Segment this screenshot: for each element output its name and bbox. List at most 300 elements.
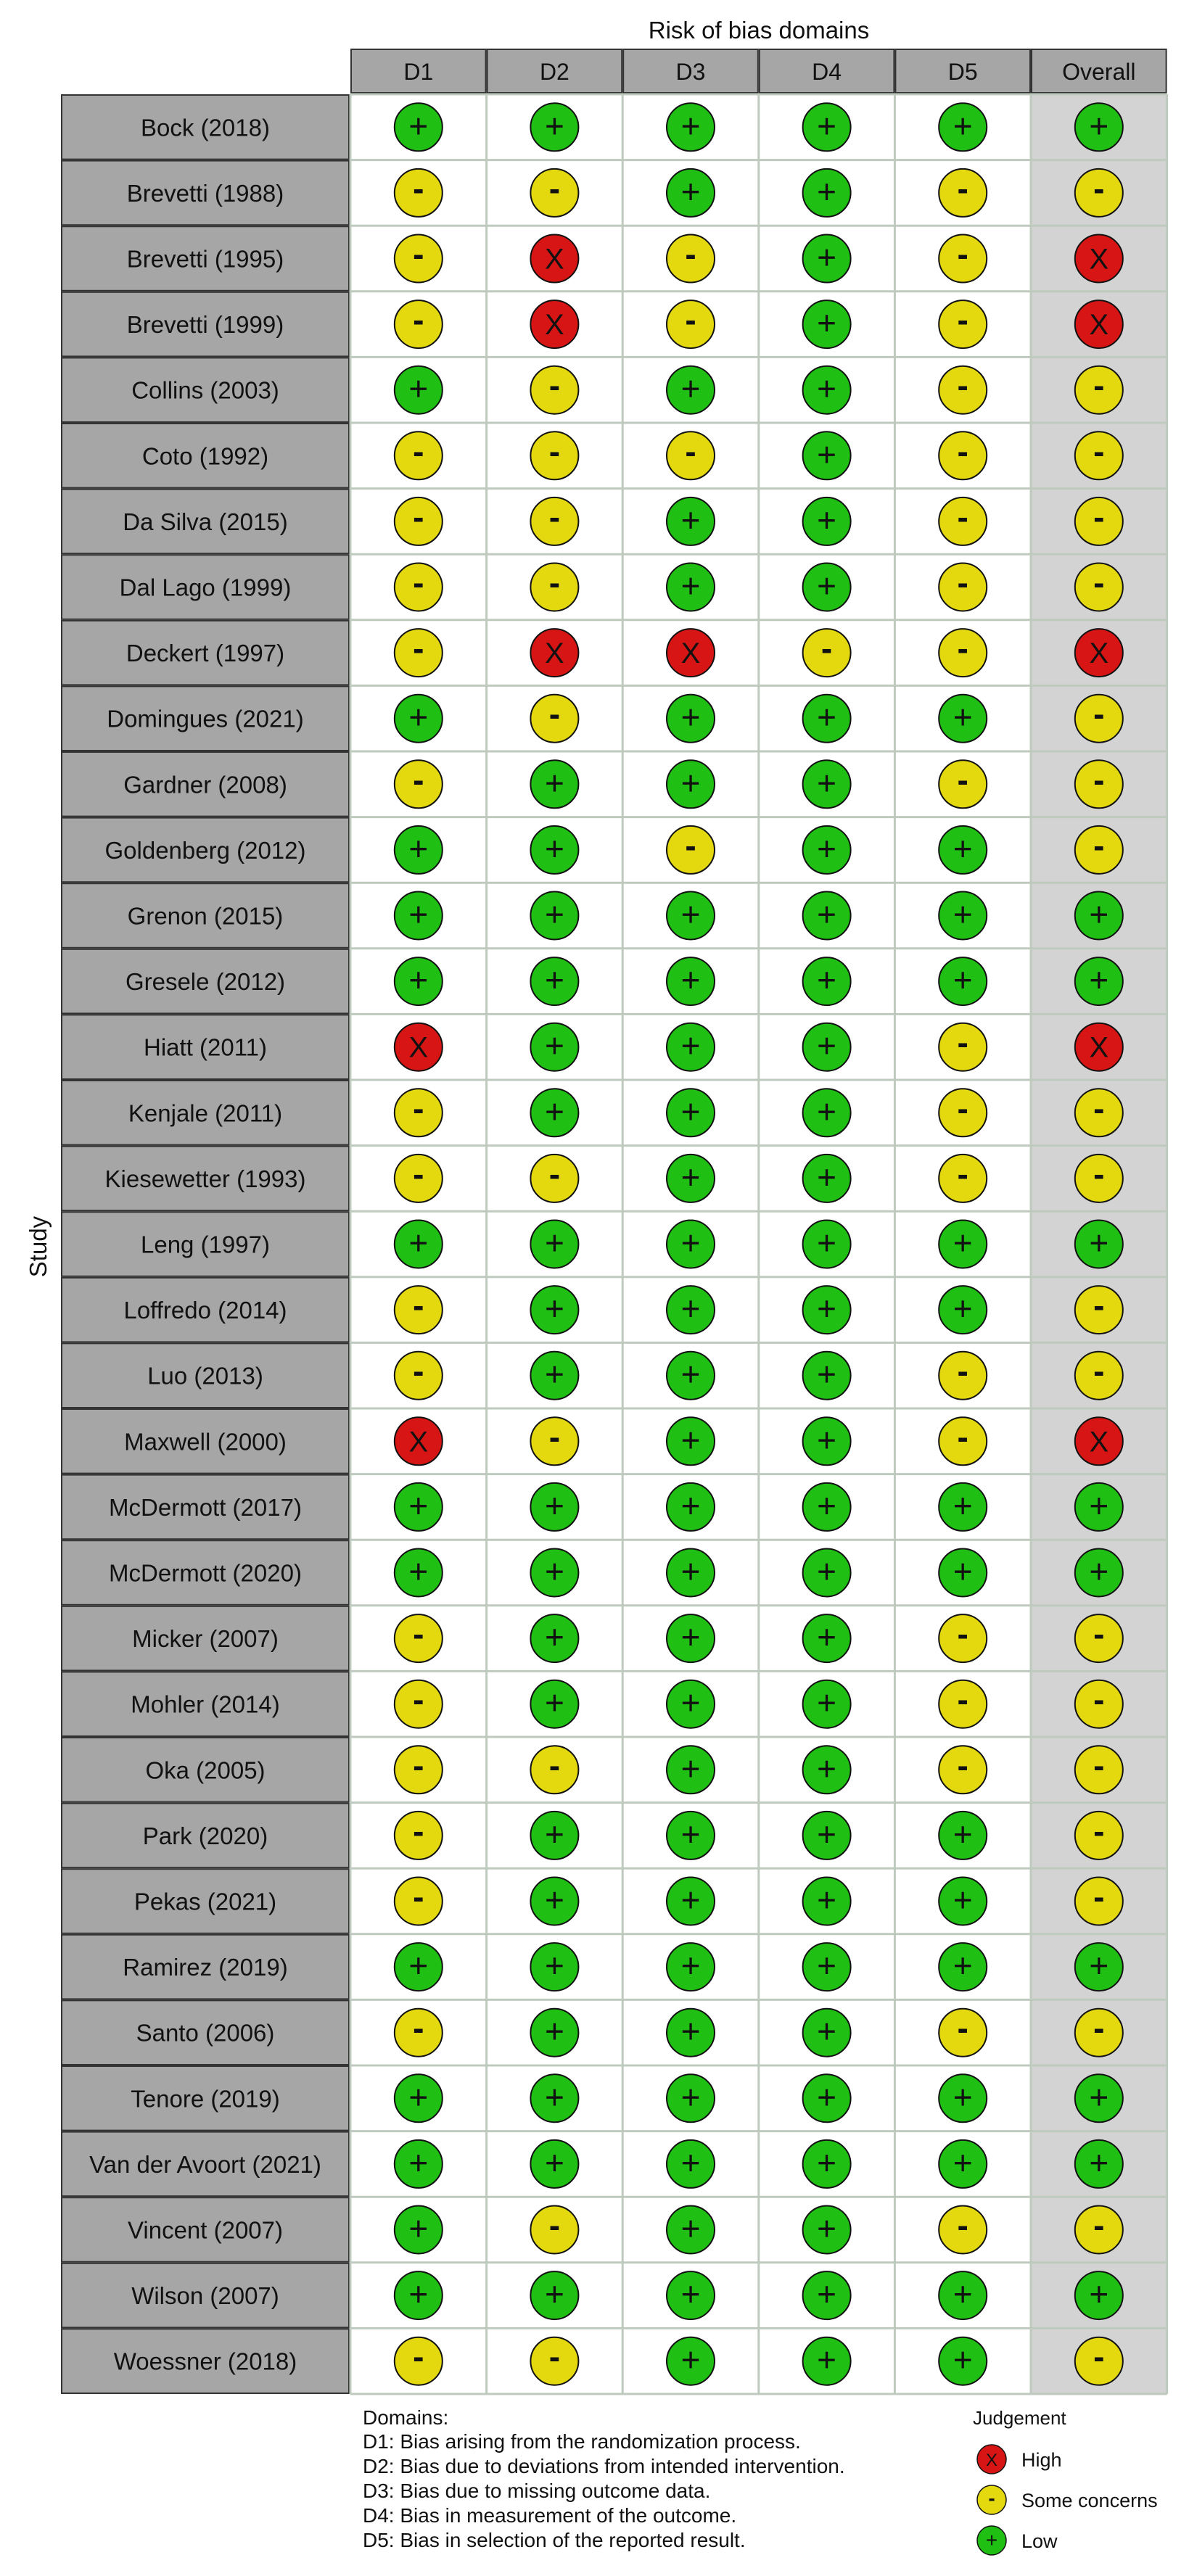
table-row <box>62 2000 1123 2065</box>
judgement-symbol: + <box>1089 2143 1109 2181</box>
judgement-symbol: + <box>680 1618 701 1656</box>
table-row <box>62 2263 1123 2328</box>
judgement-symbol: + <box>680 961 701 999</box>
judgement-symbol: + <box>817 2143 837 2181</box>
judgement-symbol: + <box>544 107 564 145</box>
judgement-symbol: - <box>1093 1089 1105 1128</box>
judgement-symbol: + <box>680 1881 701 1919</box>
judgement-symbol: - <box>957 629 968 668</box>
judgement-symbol: + <box>544 2275 564 2313</box>
legend-symbol: X <box>985 2451 998 2470</box>
judgement-symbol: + <box>544 1092 564 1131</box>
judgement-symbol: + <box>408 829 429 867</box>
judgement-symbol: + <box>1089 895 1109 933</box>
judgement-symbol: + <box>817 435 837 474</box>
judgement-symbol: + <box>817 961 837 999</box>
judgement-symbol: + <box>544 1947 564 1985</box>
study-label: Collins (2003) <box>131 376 279 404</box>
table-row <box>62 1540 1123 1605</box>
table-row <box>62 818 1123 883</box>
judgement-symbol: - <box>413 432 424 471</box>
judgement-symbol: + <box>817 1881 837 1919</box>
judgement-symbol: + <box>817 2340 837 2379</box>
study-label: Dal Lago (1999) <box>119 574 292 601</box>
judgement-symbol: + <box>817 764 837 802</box>
judgement-symbol: + <box>544 829 564 867</box>
judgement-symbol: - <box>548 366 561 405</box>
legend-label: Low <box>1021 2530 1058 2552</box>
judgement-symbol: X <box>545 637 564 670</box>
judgement-symbol: - <box>957 366 968 405</box>
judgement-symbol: - <box>957 432 968 471</box>
judgement-symbol: + <box>817 172 837 210</box>
judgement-symbol: X <box>545 309 564 342</box>
judgement-symbol: + <box>817 1092 837 1131</box>
judgement-symbol: + <box>953 1486 973 1524</box>
study-label: McDermott (2020) <box>109 1559 302 1587</box>
judgement-symbol: + <box>817 698 837 736</box>
table-row <box>62 949 1123 1014</box>
table-row <box>62 686 1123 751</box>
judgement-symbol: + <box>680 369 701 408</box>
judgement-symbol: + <box>817 238 837 276</box>
judgement-symbol: + <box>1089 107 1109 145</box>
study-label: Leng (1997) <box>141 1231 270 1258</box>
judgement-symbol: + <box>680 1421 701 1459</box>
judgement-symbol: X <box>408 1031 429 1064</box>
judgement-symbol: + <box>953 1552 973 1590</box>
judgement-symbol: - <box>413 1155 424 1193</box>
judgement-symbol: - <box>548 564 561 602</box>
judgement-symbol: + <box>680 1092 701 1131</box>
judgement-symbol: - <box>413 1287 424 1325</box>
judgement-symbol: - <box>413 169 424 207</box>
judgement-symbol: + <box>817 1157 837 1196</box>
domain-header-label: D1 <box>403 59 434 85</box>
judgement-symbol: - <box>957 1023 968 1062</box>
table-row <box>62 1804 1123 1868</box>
study-label: Brevetti (1988) <box>126 179 284 207</box>
table-row <box>62 2197 1123 2262</box>
table-row <box>62 226 1123 291</box>
table-row <box>62 161 1123 226</box>
judgement-symbol: - <box>413 301 424 339</box>
judgement-symbol: + <box>408 2275 429 2313</box>
judgement-symbol: + <box>680 1157 701 1196</box>
judgement-symbol: + <box>1089 961 1109 999</box>
judgement-symbol: + <box>544 895 564 933</box>
judgement-symbol: X <box>1089 637 1109 670</box>
judgement-symbol: - <box>413 1089 424 1128</box>
judgement-symbol: - <box>413 1812 424 1850</box>
judgement-symbol: - <box>1093 1155 1105 1193</box>
judgement-symbol: + <box>544 1289 564 1328</box>
judgement-symbol: + <box>817 2078 837 2116</box>
judgement-symbol: + <box>408 1223 429 1262</box>
judgement-symbol: + <box>680 2209 701 2247</box>
judgement-symbol: + <box>953 895 973 933</box>
domain-header-label: D3 <box>675 59 706 85</box>
judgement-symbol: + <box>953 1289 973 1328</box>
judgement-symbol: + <box>680 1815 701 1853</box>
domains-legend-item: D2: Bias due to deviations from intended intervention. <box>363 2455 845 2477</box>
judgement-symbol: - <box>957 169 968 207</box>
judgement-symbol: + <box>817 1749 837 1788</box>
judgement-symbol: + <box>408 2209 429 2247</box>
judgement-symbol: + <box>680 2275 701 2313</box>
study-label: Domingues (2021) <box>107 705 304 732</box>
judgement-symbol: - <box>957 1089 968 1128</box>
judgement-symbol: + <box>408 961 429 999</box>
judgement-symbol: + <box>1089 1223 1109 1262</box>
study-label: Brevetti (1999) <box>126 311 284 339</box>
judgement-symbol: - <box>1093 432 1105 471</box>
table-row <box>62 292 1123 357</box>
study-label: Tenore (2019) <box>131 2085 280 2113</box>
table-row <box>62 1738 1123 1802</box>
study-label: Ramirez (2019) <box>123 1954 288 1981</box>
domain-header-label: D5 <box>947 59 978 85</box>
judgement-symbol: + <box>408 2078 429 2116</box>
judgement-symbol: + <box>544 1026 564 1065</box>
study-label: Pekas (2021) <box>133 1888 277 1915</box>
judgement-symbol: - <box>548 2337 561 2376</box>
domain-header-label: D2 <box>539 59 569 85</box>
study-label: Hiatt (2011) <box>144 1033 267 1061</box>
domains-legend-item: D4: Bias in measurement of the outcome. <box>363 2504 737 2527</box>
table-row <box>62 1409 1123 1474</box>
chart-title: Risk of bias domains <box>648 17 870 44</box>
legend-label: Some concerns <box>1021 2490 1158 2511</box>
judgement-symbol: + <box>817 566 837 605</box>
judgement-symbol: - <box>1093 564 1105 602</box>
judgement-symbol: + <box>408 1947 429 1985</box>
judgement-symbol: + <box>544 1223 564 1262</box>
judgement-symbol: + <box>680 2078 701 2116</box>
judgement-symbol: - <box>548 1155 561 1193</box>
judgement-symbol: + <box>817 304 837 342</box>
judgement-symbol: + <box>953 1223 973 1262</box>
table-row <box>62 555 1123 619</box>
judgement-symbol: + <box>953 107 973 145</box>
domain-header-label: D4 <box>812 59 842 85</box>
study-label: Gresele (2012) <box>125 968 286 996</box>
judgement-symbol: + <box>817 2012 837 2050</box>
judgement-symbol: + <box>544 2143 564 2181</box>
judgement-symbol: - <box>1093 1812 1105 1850</box>
judgement-symbol: - <box>957 301 968 339</box>
judgement-symbol: - <box>1093 1746 1105 1785</box>
judgement-symbol: - <box>1093 1615 1105 1654</box>
judgement-symbol: + <box>680 1223 701 1262</box>
judgement-symbol: + <box>544 2078 564 2116</box>
table-row <box>62 621 1123 685</box>
judgement-symbol: + <box>953 1881 973 1919</box>
table-row <box>62 1672 1123 1736</box>
judgement-symbol: + <box>817 1947 837 1985</box>
table-row <box>62 1606 1123 1671</box>
study-label: Deckert (1997) <box>126 640 285 667</box>
judgement-symbol: + <box>544 1683 564 1722</box>
table-row <box>62 1475 1123 1540</box>
study-label: Da Silva (2015) <box>123 508 288 535</box>
judgement-symbol: - <box>548 1746 561 1785</box>
judgement-symbol: + <box>680 1486 701 1524</box>
judgement-symbol: - <box>1093 1352 1105 1390</box>
judgement-symbol: + <box>544 1552 564 1590</box>
judgement-symbol: + <box>680 2340 701 2379</box>
table-row <box>62 2329 1123 2393</box>
judgement-symbol: - <box>1093 2337 1105 2376</box>
judgement-symbol: - <box>1093 761 1105 799</box>
judgement-symbol: - <box>413 1615 424 1654</box>
judgement-symbol: + <box>817 1026 837 1065</box>
table-row <box>62 490 1123 554</box>
judgement-symbol: + <box>680 1947 701 1985</box>
judgement-symbol: + <box>680 2143 701 2181</box>
table-row <box>62 1343 1123 1408</box>
judgement-symbol: - <box>548 498 561 536</box>
judgement-symbol: - <box>413 498 424 536</box>
judgement-symbol: - <box>1093 366 1105 405</box>
judgement-symbol: - <box>548 2206 561 2245</box>
judgement-symbol: - <box>1093 826 1105 864</box>
table-row <box>62 2066 1123 2131</box>
judgement-symbol: X <box>1089 1426 1109 1458</box>
judgement-symbol: + <box>953 698 973 736</box>
study-label: Van der Avoort (2021) <box>89 2150 321 2178</box>
judgement-symbol: - <box>957 1352 968 1390</box>
study-label: McDermott (2017) <box>109 1493 302 1521</box>
judgement-symbol: - <box>413 1680 424 1719</box>
judgement-symbol: + <box>817 1683 837 1722</box>
table-row <box>62 883 1123 948</box>
table-row <box>62 1081 1123 1145</box>
judgement-symbol: + <box>680 1355 701 1393</box>
judgement-symbol: - <box>1093 498 1105 536</box>
judgement-symbol: + <box>680 566 701 605</box>
study-label: Micker (2007) <box>132 1625 279 1653</box>
judgement-symbol: X <box>545 243 564 276</box>
judgement-symbol: - <box>413 2009 424 2047</box>
judgement-symbol: - <box>957 1615 968 1654</box>
table-row <box>62 1147 1123 1211</box>
study-label: Maxwell (2000) <box>124 1428 287 1456</box>
judgement-symbol: - <box>1093 169 1105 207</box>
judgement-symbol: - <box>957 761 968 799</box>
judgement-symbol: X <box>1089 1031 1109 1064</box>
judgement-symbol: + <box>817 1355 837 1393</box>
judgement-symbol: - <box>413 564 424 602</box>
judgement-symbol: + <box>1089 1486 1109 1524</box>
judgement-symbol: - <box>413 629 424 668</box>
judgement-symbol: + <box>544 2012 564 2050</box>
judgement-symbol: - <box>957 235 968 273</box>
judgement-symbol: + <box>680 1683 701 1722</box>
judgement-symbol: + <box>817 1223 837 1262</box>
judgement-symbol: + <box>817 895 837 933</box>
judgement-symbol: + <box>680 1289 701 1328</box>
table-row <box>62 1869 1123 1933</box>
study-rows <box>62 94 1167 2394</box>
judgement-symbol: - <box>548 695 561 733</box>
study-label: Santo (2006) <box>136 2019 275 2047</box>
judgement-symbol: + <box>680 107 701 145</box>
judgement-symbol: - <box>1093 2009 1105 2047</box>
study-label: Grenon (2015) <box>127 902 284 930</box>
judgement-symbol: + <box>953 2340 973 2379</box>
judgement-symbol: - <box>548 1418 561 1456</box>
judgement-symbol: + <box>680 698 701 736</box>
judgement-symbol: + <box>1089 2078 1109 2116</box>
judgement-symbol: + <box>817 2209 837 2247</box>
study-label: Oka (2005) <box>145 1756 266 1784</box>
judgement-symbol: - <box>957 498 968 536</box>
study-label: Vincent (2007) <box>127 2216 284 2244</box>
judgement-symbol: - <box>1093 2206 1105 2245</box>
table-row <box>62 424 1123 488</box>
table-row <box>62 1015 1123 1079</box>
judgement-symbol: + <box>817 1618 837 1656</box>
domains-legend-item: D3: Bias due to missing outcome data. <box>363 2480 711 2502</box>
domains-legend-item: D1: Bias arising from the randomization process. <box>363 2430 801 2453</box>
judgement-symbol: + <box>544 1618 564 1656</box>
judgement-symbol: + <box>817 1552 837 1590</box>
study-label: Loffredo (2014) <box>123 1297 287 1324</box>
y-axis-label: Study <box>25 1215 52 1278</box>
table-row <box>62 1935 1123 1999</box>
judgement-symbol: + <box>408 895 429 933</box>
judgement-symbol: - <box>548 432 561 471</box>
judgement-symbol: + <box>817 2275 837 2313</box>
study-label: Park (2020) <box>142 1822 268 1849</box>
judgement-symbol: - <box>1093 1680 1105 1719</box>
judgement-symbol: - <box>413 761 424 799</box>
domains-legend-item: D5: Bias in selection of the reported result. <box>363 2529 746 2551</box>
judgement-symbol: + <box>953 1947 973 1985</box>
judgement-symbol: + <box>544 1355 564 1393</box>
judgement-symbol: + <box>817 1815 837 1853</box>
judgement-symbol: + <box>680 1749 701 1788</box>
judgement-symbol: + <box>680 500 701 539</box>
study-label: Coto (1992) <box>141 442 269 470</box>
domains-legend-title: Domains: <box>363 2406 449 2429</box>
judgement-symbol: + <box>953 2275 973 2313</box>
judgement-symbol: - <box>685 432 696 471</box>
study-label: Mohler (2014) <box>131 1690 280 1718</box>
table-row <box>62 95 1123 160</box>
study-label: Luo (2013) <box>147 1362 263 1390</box>
study-label: Gardner (2008) <box>123 771 287 798</box>
judgement-symbol: + <box>1089 1947 1109 1985</box>
judgement-symbol: + <box>544 961 564 999</box>
judgement-symbol: + <box>817 1421 837 1459</box>
judgement-symbol: - <box>957 1418 968 1456</box>
judgement-symbol: + <box>680 2012 701 2050</box>
judgement-legend-title: Judgement <box>973 2407 1066 2429</box>
judgement-symbol: + <box>680 1552 701 1590</box>
judgement-symbol: + <box>1089 2275 1109 2313</box>
judgement-symbol: - <box>957 564 968 602</box>
domain-header <box>351 49 1167 93</box>
judgement-symbol: X <box>1089 243 1109 276</box>
judgement-symbol: + <box>680 764 701 802</box>
judgement-symbol: + <box>544 1815 564 1853</box>
table-row <box>62 1278 1123 1342</box>
study-label: Bock (2018) <box>141 114 270 141</box>
judgement-symbol: - <box>413 1746 424 1785</box>
study-label: Goldenberg (2012) <box>104 836 306 864</box>
judgement-symbol: + <box>817 829 837 867</box>
domain-header-label: Overall <box>1062 59 1136 85</box>
judgement-symbol: - <box>413 1352 424 1390</box>
judgement-symbol: + <box>408 2143 429 2181</box>
study-label: Woessner (2018) <box>113 2348 297 2375</box>
judgement-symbol: - <box>820 629 833 668</box>
judgement-symbol: - <box>685 235 696 273</box>
judgement-symbol: - <box>413 2337 424 2376</box>
judgement-symbol: + <box>680 172 701 210</box>
legend-symbol: + <box>985 2529 998 2551</box>
judgement-symbol: + <box>817 1289 837 1328</box>
judgement-symbol: + <box>408 698 429 736</box>
judgement-symbol: - <box>413 235 424 273</box>
judgement-symbol: X <box>1089 309 1109 342</box>
judgement-symbol: - <box>413 1878 424 1916</box>
judgement-symbol: - <box>548 169 561 207</box>
judgement-symbol: - <box>957 2206 968 2245</box>
judgement-symbol: + <box>408 107 429 145</box>
judgement-symbol: + <box>680 1026 701 1065</box>
judgement-symbol: + <box>953 829 973 867</box>
judgement-symbol: + <box>408 369 429 408</box>
judgement-symbol: X <box>408 1426 429 1458</box>
study-label: Kiesewetter (1993) <box>104 1165 306 1192</box>
judgement-symbol: - <box>957 1680 968 1719</box>
judgement-symbol: - <box>685 301 696 339</box>
judgement-symbol: + <box>408 1486 429 1524</box>
judgement-symbol: - <box>1093 1878 1105 1916</box>
judgement-symbol: + <box>408 1552 429 1590</box>
judgement-symbol: - <box>957 1746 968 1785</box>
judgement-symbol: - <box>957 1155 968 1193</box>
table-row <box>62 752 1123 817</box>
domains-legend <box>363 2406 845 2551</box>
legend-symbol: - <box>988 2487 995 2509</box>
judgement-symbol: + <box>680 895 701 933</box>
table-row <box>62 1212 1123 1276</box>
judgement-symbol: + <box>1089 1552 1109 1590</box>
legend-label: High <box>1021 2449 1062 2471</box>
judgement-symbol: - <box>1093 695 1105 733</box>
judgement-symbol: + <box>817 500 837 539</box>
judgement-symbol: + <box>544 1486 564 1524</box>
judgement-symbol: + <box>953 2143 973 2181</box>
study-label: Kenjale (2011) <box>128 1099 283 1127</box>
judgement-symbol: + <box>817 369 837 408</box>
study-label: Wilson (2007) <box>131 2282 279 2310</box>
judgement-symbol: + <box>544 1881 564 1919</box>
judgement-symbol: + <box>953 961 973 999</box>
judgement-symbol: X <box>680 637 701 670</box>
study-label: Brevetti (1995) <box>126 245 284 273</box>
judgement-symbol: - <box>1093 1287 1105 1325</box>
judgement-symbol: + <box>817 107 837 145</box>
judgement-symbol: - <box>685 826 696 864</box>
judgement-symbol: + <box>953 1815 973 1853</box>
judgement-symbol: - <box>957 2009 968 2047</box>
table-row <box>62 2132 1123 2197</box>
